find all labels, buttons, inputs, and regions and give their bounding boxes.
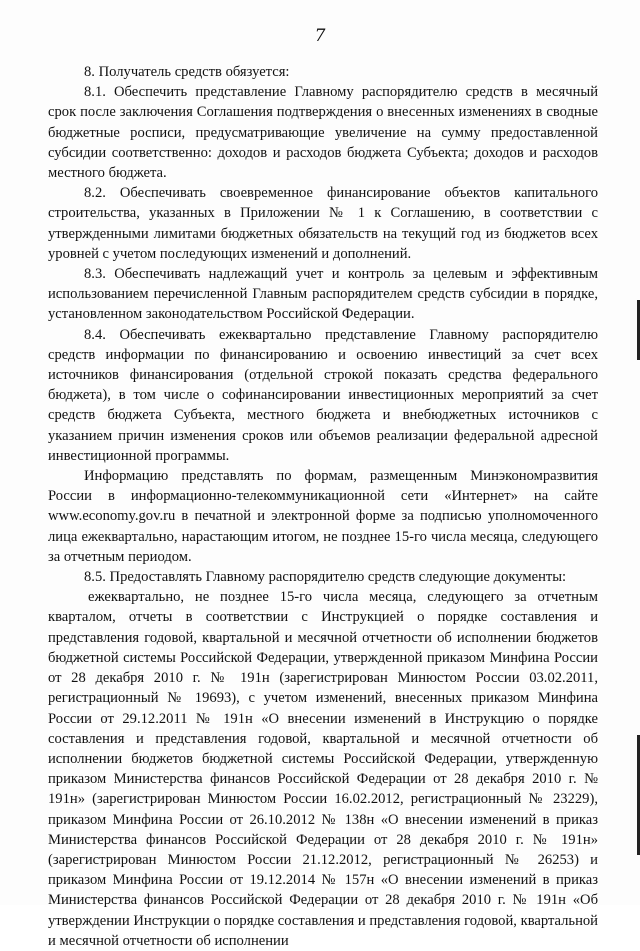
- page-number: 7: [314, 26, 326, 46]
- paragraph-quarterly-reports: ежеквартально, не позднее 15-го числа месяца, следующего за отчетным кварталом, отчеты в соответствии с Инструкцией о порядке составления и представления годовой, квартальной и месячной отчетности об исполнении бюджетов бюджетной системы Российской Федерации, утвержденной приказом Минфина России от 28 декабря 2010 г. № 191н (зарегистрирован Минюстом России 03.02.2011, регистрационный № 19693), с учетом изменений, внесенных приказом Минфина России от 29.12.2011 № 191н «О внесении изменений в Инструкцию о порядке составления и представления годовой, квартальной и месячной отчетности об исполнении бюджетов бюджетной системы Российской Федерации, утвержденную приказом Министерства финансов Российской Федерации от 28 декабря 2010 г. № 191н» (зарегистрирован Минюстом России 16.02.2012, регистрационный № 23229), приказом Минфина России от 26.10.2012 № 138н «О внесении изменений в приказ Министерства финансов Российской Федерации от 28 декабря 2010 г. № 191н» (зарегистрирован Минюстом России 21.12.2012, регистрационный № 26253) и приказом Минфина России от 19.12.2014 № 157н «О внесении изменений в приказ Министерства финансов Российской Федерации от 28 декабря 2010 г. № 191н «Об утверждении Инструкции о порядке составления и представления годовой, квартальной и месячной отчетности об исполнении: [48, 589, 598, 949]
- paragraph-8-3: 8.3. Обеспечивать надлежащий учет и контроль за целевым и эффективным использованием перечисленной Главным распорядителем средств субсидии в порядке, установленном законодательством Российской Федерации.: [48, 266, 598, 323]
- paragraph-8-4: 8.4. Обеспечивать ежеквартально представление Главному распорядителю средств информации по финансированию и освоению инвестиций за счет всех источников финансирования (отдельной строкой показать средства федерального бюджета), в том числе о софинансировании инвестиционных мероприятий за счет средств бюджета Субъекта, местного бюджета и внебюджетных источников с указанием причин изменения сроков или объемов реализации федеральной адресной инвестиционной программы.: [48, 326, 598, 464]
- paragraph-obligations-intro: 8. Получатель средств обязуется:: [84, 64, 290, 80]
- paragraph-reporting-forms: Информацию представлять по формам, размещенным Минэкономразвития России в информационно-телекоммуникационной сети «Интернет» на сайте www.economy.gov.ru в печатной и электронной форме за подписью уполномоченного лица ежеквартально, нарастающим итогом, не позднее 15-го числа месяца, следующего за отчетным периодом.: [48, 468, 598, 565]
- document-body: [48, 62, 598, 951]
- paragraph-8-5: 8.5. Предоставлять Главному распорядителю средств следующие документы:: [84, 569, 567, 586]
- paragraph-8-2: 8.2. Обеспечивать своевременное финансирование объектов капитального строительства, указанных в Приложении № 1 к Соглашению, в соответствии с утвержденными лимитами бюджетных обязательств на текущий год из бюджетов всех уровней с учетом последующих изменений и дополнений.: [48, 185, 598, 262]
- paragraph-8-1: 8.1. Обеспечить представление Главному распорядителю средств в месячный срок после заключения Соглашения подтверждения о внесенных изменениях в сводные бюджетные росписи, предусматривающие увеличение на сумму предоставленной субсидии соответственно: доходов и расходов бюджета Субъекта; доходов и расходов местного бюджета.: [48, 84, 598, 182]
